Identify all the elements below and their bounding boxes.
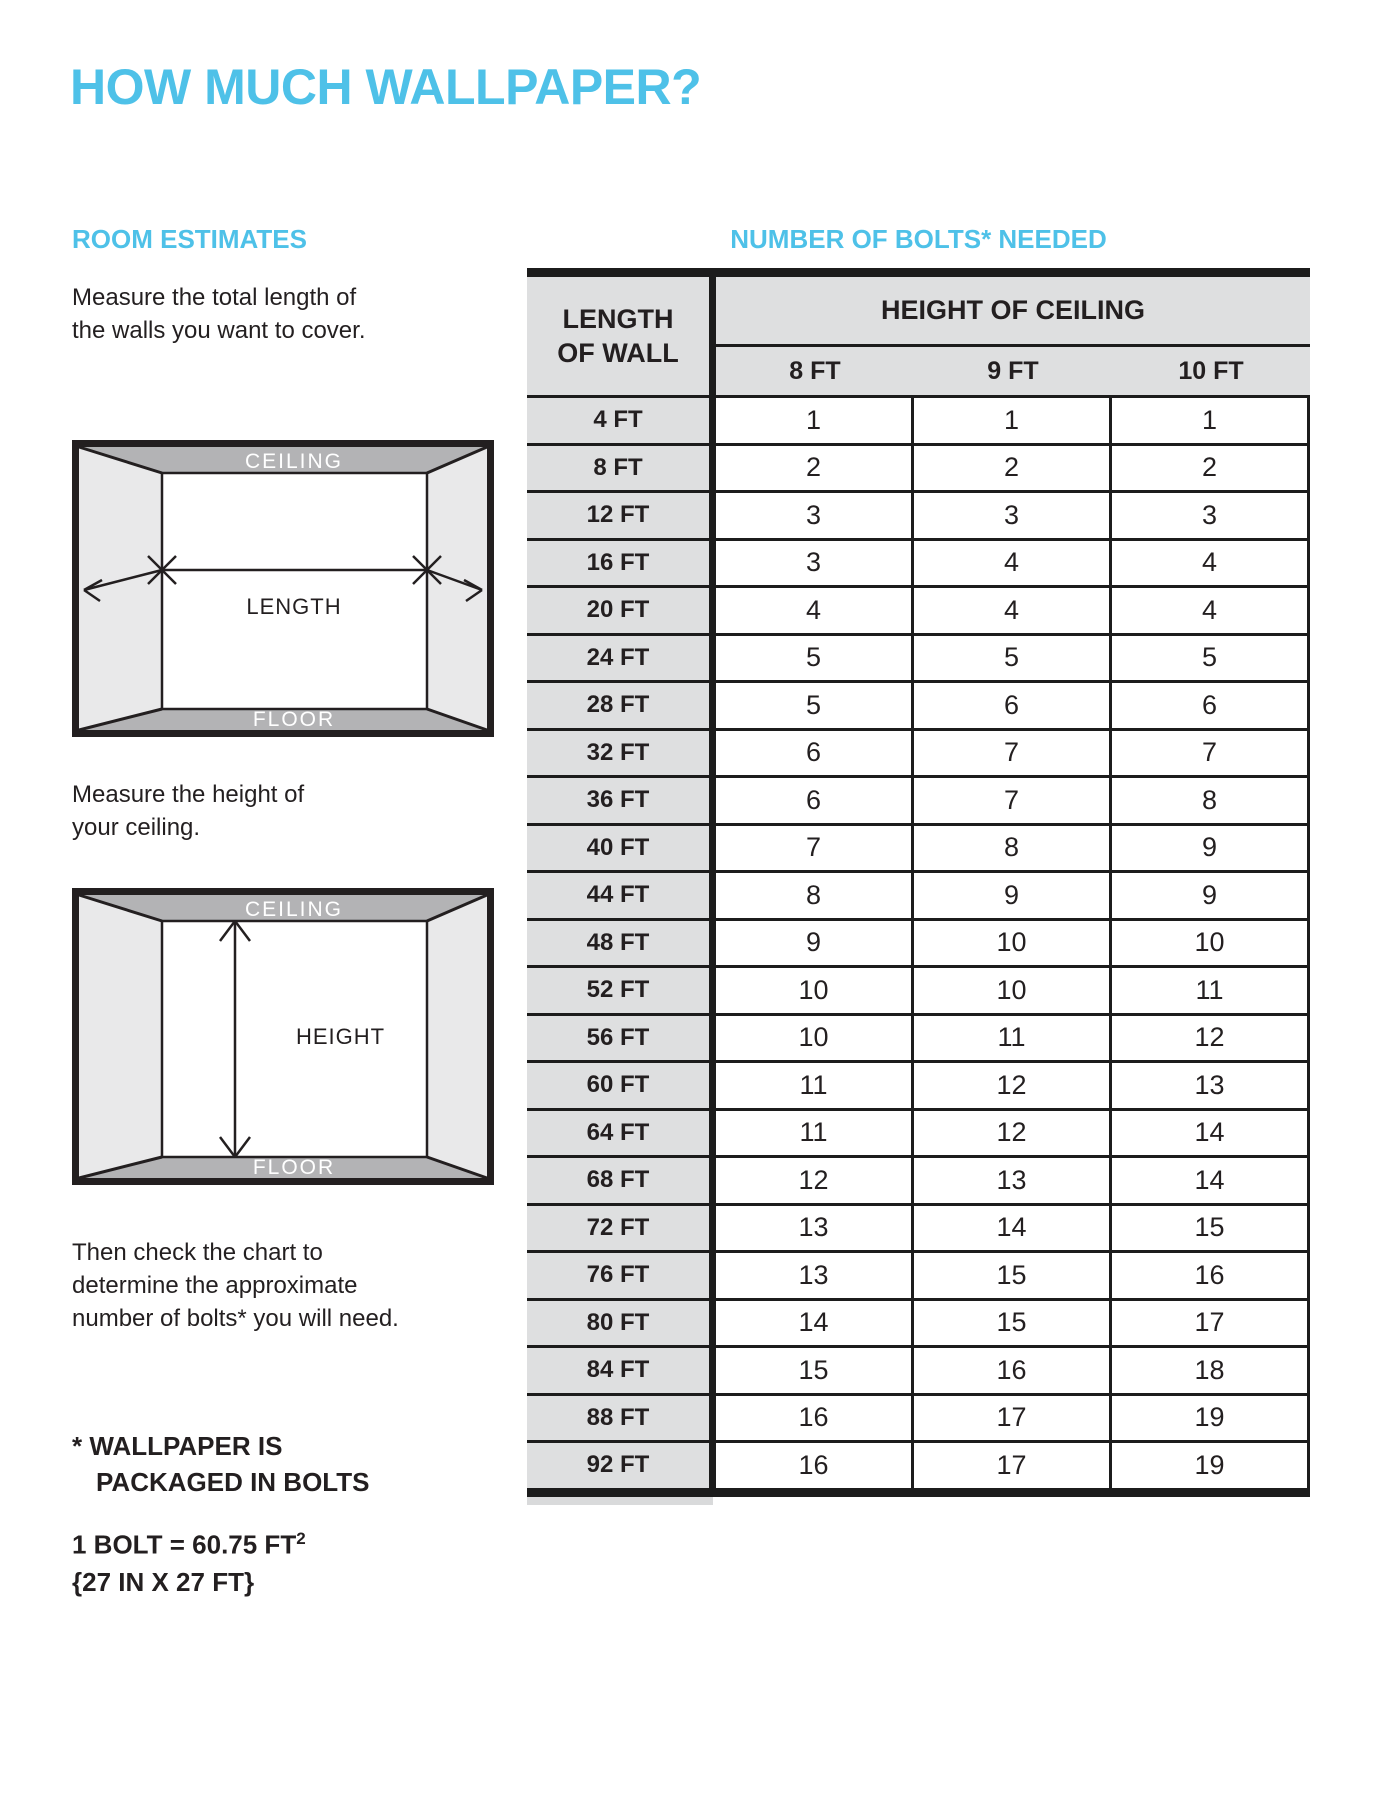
height-label: HEIGHT — [296, 1024, 386, 1049]
table-row-label: 64 FT — [527, 1108, 709, 1156]
table-cell: 10 — [1112, 918, 1310, 966]
table-cell: 9 — [716, 918, 914, 966]
table-row-label: 20 FT — [527, 585, 709, 633]
table-bottom-border — [527, 1488, 1310, 1497]
table-row-label: 84 FT — [527, 1345, 709, 1393]
table-cell: 2 — [1112, 443, 1310, 491]
table-cell: 11 — [716, 1108, 914, 1156]
table-cell: 10 — [716, 1013, 914, 1061]
table-cell: 8 — [716, 870, 914, 918]
table-cell: 10 — [914, 918, 1112, 966]
length-of-wall-line: LENGTH — [562, 304, 674, 334]
table-cell: 16 — [716, 1393, 914, 1441]
table-cell: 4 — [914, 538, 1112, 586]
table-cell: 3 — [914, 490, 1112, 538]
table-cell: 11 — [914, 1013, 1112, 1061]
table-top-border — [527, 268, 1310, 277]
bolt-size-exponent: 2 — [296, 1529, 306, 1548]
table-cell: 13 — [716, 1203, 914, 1251]
table-cell: 4 — [1112, 585, 1310, 633]
bolt-size-text: 1 BOLT = 60.75 FT — [72, 1529, 297, 1560]
table-cell: 7 — [914, 728, 1112, 776]
instruction-line: Measure the total length of — [72, 284, 357, 311]
table-cell: 10 — [716, 965, 914, 1013]
table-cell: 3 — [716, 538, 914, 586]
right-wall-panel — [427, 895, 487, 1178]
table-shadow — [527, 1497, 713, 1505]
table-cell: 6 — [716, 728, 914, 776]
instruction-line: number of bolts* you will need. — [72, 1305, 399, 1332]
bolt-equivalence — [72, 1520, 306, 1601]
bolts-table — [527, 268, 1310, 1505]
length-label: LENGTH — [246, 594, 342, 619]
table-cell: 16 — [1112, 1250, 1310, 1298]
table-cell: 6 — [914, 680, 1112, 728]
table-cell: 14 — [914, 1203, 1112, 1251]
column-header-9ft: 9 FT — [914, 347, 1112, 395]
table-cell: 9 — [914, 870, 1112, 918]
table-cell: 4 — [1112, 538, 1310, 586]
table-cell: 17 — [914, 1393, 1112, 1441]
length-of-wall-line: OF WALL — [557, 338, 679, 368]
instruction-line: determine the approximate — [72, 1272, 358, 1299]
table-row-label: 92 FT — [527, 1440, 709, 1488]
table-row-label: 36 FT — [527, 775, 709, 823]
table-row-label: 28 FT — [527, 680, 709, 728]
table-cell: 17 — [1112, 1298, 1310, 1346]
table-header-length-of-wall — [527, 277, 709, 395]
table-cell: 19 — [1112, 1393, 1310, 1441]
column-header-10ft: 10 FT — [1112, 347, 1310, 395]
table-row-label: 44 FT — [527, 870, 709, 918]
table-row-label: 72 FT — [527, 1203, 709, 1251]
table-row-label: 24 FT — [527, 633, 709, 681]
table-cell: 16 — [716, 1440, 914, 1488]
floor-label: FLOOR — [252, 708, 336, 731]
left-wall-panel — [79, 895, 162, 1178]
table-cell: 13 — [716, 1250, 914, 1298]
floor-label: FLOOR — [252, 1156, 336, 1179]
instruction-measure-length — [72, 281, 365, 347]
instruction-line: Then check the chart to — [72, 1239, 323, 1266]
table-cell: 14 — [716, 1298, 914, 1346]
table-header-height-of-ceiling: HEIGHT OF CEILING — [716, 277, 1310, 347]
table-cell: 11 — [1112, 965, 1310, 1013]
ceiling-label: CEILING — [244, 450, 344, 473]
table-row-label: 56 FT — [527, 1013, 709, 1061]
back-wall-panel — [162, 473, 427, 709]
table-column-divider — [709, 277, 716, 1488]
table-cell: 13 — [914, 1155, 1112, 1203]
table-cell: 13 — [1112, 1060, 1310, 1108]
table-cell: 4 — [914, 585, 1112, 633]
table-row-label: 32 FT — [527, 728, 709, 776]
ceiling-label: CEILING — [244, 898, 344, 921]
table-cell: 15 — [716, 1345, 914, 1393]
table-row-label: 68 FT — [527, 1155, 709, 1203]
table-cell: 7 — [716, 823, 914, 871]
instruction-measure-height — [72, 778, 304, 844]
table-cell: 8 — [914, 823, 1112, 871]
table-row-label: 40 FT — [527, 823, 709, 871]
wallpaper-bolts-footnote — [72, 1428, 369, 1500]
table-cell: 1 — [1112, 395, 1310, 443]
room-height-diagram — [72, 888, 494, 1185]
page-title: HOW MUCH WALLPAPER? — [70, 59, 702, 115]
table-cell: 5 — [1112, 633, 1310, 681]
table-row-label: 8 FT — [527, 443, 709, 491]
table-cell: 8 — [1112, 775, 1310, 823]
table-cell: 15 — [1112, 1203, 1310, 1251]
instruction-line: your ceiling. — [72, 814, 201, 841]
table-cell: 19 — [1112, 1440, 1310, 1488]
column-header-8ft: 8 FT — [716, 347, 914, 395]
table-cell: 1 — [914, 395, 1112, 443]
table-row-label: 76 FT — [527, 1250, 709, 1298]
table-cell: 12 — [914, 1108, 1112, 1156]
table-cell: 7 — [1112, 728, 1310, 776]
section-heading-room-estimates: ROOM ESTIMATES — [72, 224, 307, 254]
table-row-label: 60 FT — [527, 1060, 709, 1108]
instruction-check-chart — [72, 1236, 399, 1335]
bolt-dimensions-line: {27 IN X 27 FT} — [72, 1566, 255, 1597]
table-row-label: 80 FT — [527, 1298, 709, 1346]
table-cell: 14 — [1112, 1155, 1310, 1203]
table-cell: 5 — [716, 680, 914, 728]
table-row-label: 48 FT — [527, 918, 709, 966]
table-cell: 5 — [914, 633, 1112, 681]
table-cell: 2 — [914, 443, 1112, 491]
table-cell: 9 — [1112, 823, 1310, 871]
table-cell: 10 — [914, 965, 1112, 1013]
footnote-line: * WALLPAPER IS — [72, 1431, 283, 1461]
table-cell: 3 — [716, 490, 914, 538]
table-cell: 18 — [1112, 1345, 1310, 1393]
footnote-line: PACKAGED IN BOLTS — [96, 1467, 370, 1497]
table-cell: 11 — [716, 1060, 914, 1108]
section-heading-bolts-needed: NUMBER OF BOLTS* NEEDED — [730, 224, 1107, 254]
table-cell: 3 — [1112, 490, 1310, 538]
table-cell: 6 — [716, 775, 914, 823]
table-cell: 1 — [716, 395, 914, 443]
table-cell: 5 — [716, 633, 914, 681]
table-cell: 2 — [716, 443, 914, 491]
table-cell: 12 — [716, 1155, 914, 1203]
table-cell: 9 — [1112, 870, 1310, 918]
table-cell: 14 — [1112, 1108, 1310, 1156]
table-row-label: 52 FT — [527, 965, 709, 1013]
bolt-size-line — [72, 1520, 306, 1564]
instruction-line: Measure the height of — [72, 781, 305, 808]
table-row-label: 16 FT — [527, 538, 709, 586]
table-cell: 15 — [914, 1298, 1112, 1346]
table-cell: 7 — [914, 775, 1112, 823]
table-cell: 16 — [914, 1345, 1112, 1393]
table-cell: 4 — [716, 585, 914, 633]
table-cell: 6 — [1112, 680, 1310, 728]
table-cell: 15 — [914, 1250, 1112, 1298]
table-cell: 17 — [914, 1440, 1112, 1488]
back-wall-panel — [162, 921, 427, 1157]
table-row-label: 4 FT — [527, 395, 709, 443]
table-cell: 12 — [1112, 1013, 1310, 1061]
table-row-label: 88 FT — [527, 1393, 709, 1441]
table-cell: 12 — [914, 1060, 1112, 1108]
room-length-diagram — [72, 440, 494, 737]
instruction-line: the walls you want to cover. — [72, 317, 366, 344]
table-row-label: 12 FT — [527, 490, 709, 538]
